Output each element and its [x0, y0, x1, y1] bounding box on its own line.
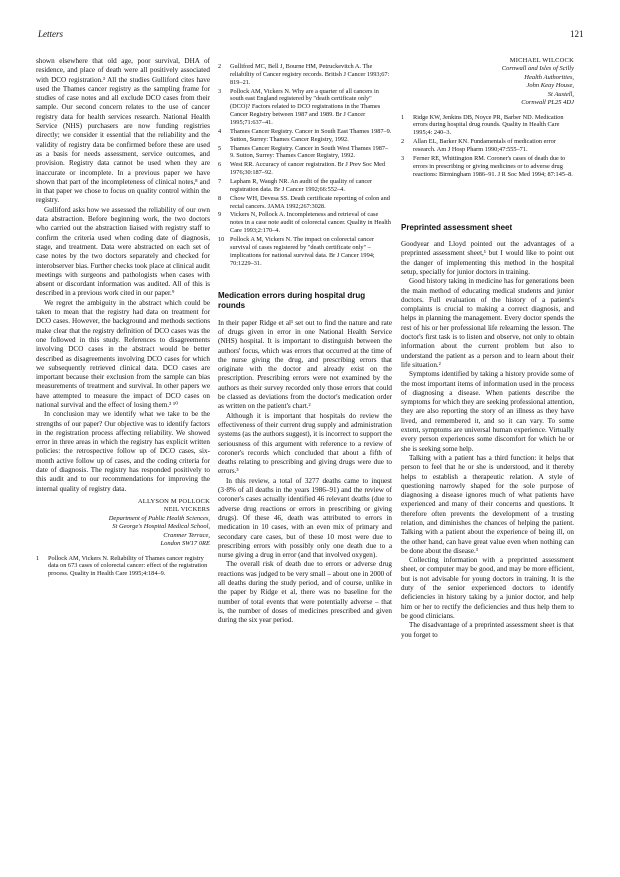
author-affiliation-line: St Austell, [547, 90, 574, 98]
paragraph: We regret the ambiguity in the abstract which could be taken to mean that the registry had data on treatment for DCO cases. However, the background and methods sections make clear that the registry definition of DCO cases was the one followed in this study. References to disagreements involving DCO cases in the abstract would be better described as disagreements involving DCO cases for which we subsequently retrieved clinical data. DCO cases are important because their exclusion from the sample can bias measurements of treatment and survival. In other papers we have attempted to measure the impact of DCO cases on national survival and the effect of losing them.³ ¹⁰ [36, 298, 210, 409]
reference-text: Vickers N, Pollock A. Incompleteness and retrieval of case notes in a case note audit of colorectal cancer. Quality in Health Care 1993;2:170–4. [230, 211, 391, 235]
reference-text: Chow WH, Devesa SS. Death certificate reporting of colon and rectal cancers. JAMA 1992;267:3028. [230, 194, 390, 210]
reference-text: Thames Cancer Registry. Cancer in South West Thames 1987–9. Sutton, Surrey: Thames Cancer Registry, 1992. [230, 144, 389, 160]
author-affiliation-line: Cornwall and Isles of Scilly [501, 65, 574, 73]
section-heading: Medication errors during hospital drug rounds [218, 291, 366, 311]
reference-number: 5 [218, 144, 222, 152]
reference-text: Thames Cancer Registry. Cancer in South East Thames 1987–9. Sutton, Surrey: Thames Cancer Registry, 1992. [230, 127, 392, 143]
reference-item [218, 195, 392, 211]
reference-item [401, 114, 574, 138]
reference-number: 6 [218, 161, 222, 169]
author-name: MICHAEL WILCOCK [509, 57, 574, 64]
reference-list [36, 555, 210, 579]
paragraph: The disadvantage of a preprinted assessment sheet is that you forget to [401, 621, 574, 639]
author-name: NEIL VICKERS [163, 506, 210, 514]
reference-number: 3 [218, 87, 222, 95]
reference-item [218, 236, 392, 267]
reference-text: Pollock AM, Vickers N. Why are a quarter of all cancers in south east England registered by "death certificate only" (DCO)? Factors related to DCO registrations in the Thames Cancer Registry between 1987 and 1989. Br J Cancer 1995;71:637–41. [230, 87, 381, 127]
reference-text: Pollock A M, Vickers N. The impact on colorectal cancer survival of cases registered by "death certificate only" – implications for national survival data. Br J Cancer 1994; 70:1229–31. [230, 236, 375, 267]
paragraph: Collecting information with a preprinted assessment sheet, or computer may be good, and may be more efficient, but is not advisable for young doctors in training. It is the duty of the senior experienced doctors to identify deficiencies in history taking by a junior doctor, and help him or her to rectify the deficiencies and thus help them to be good clinicians. [401, 556, 574, 620]
paragraph: In this review, a total of 3277 deaths came to inquest (3·8% of all deaths in the years 1986–91) and the review of coroner's cases actually identified 46 relevant deaths (due to adverse drug reactions or errors in prescribing or giving drugs). Of these 46, death was attributed to errors in medication in 10 cases, with an even mix of primary and secondary care cases, but of these 10 most were due to prescribing errors with possibly only one death due to a nurse giving a drug in error (and that involved oxygen). [218, 476, 392, 560]
reference-item [218, 211, 392, 235]
column-right [401, 57, 574, 857]
reference-item [218, 63, 392, 87]
paragraph: Although it is important that hospitals do review the effectiveness of their current drug supply and administration systems (as the authors suggest), it is incorrect to support the seriousness of this argument with reference to a review of coroner's records which concluded that about a fifth of deaths relating to prescribing and giving drugs were due to errors.³ [218, 411, 392, 476]
author-signature [401, 57, 574, 108]
author-affiliation-line: Cornwall PL25 4DJ [521, 99, 574, 107]
reference-list [218, 63, 392, 267]
reference-text: Allan EL, Barker KN. Fundamentals of medication error research. Am J Hosp Pharm 1990;47:555–71. [413, 138, 556, 154]
author-affiliation-line: St George's Hospital Medical School, [112, 523, 210, 531]
reference-number: 8 [218, 194, 222, 202]
reference-number: 1 [36, 554, 40, 562]
reference-text: Pollock AM, Vickers N. Reliability of Thames cancer registry data on 673 cases of colorectal cancer: effect of the registration process. Quality in Health Care 1995;4:184–9. [48, 554, 208, 578]
reference-number: 4 [218, 127, 222, 135]
author-affiliation-line: Health Authorities, [524, 73, 574, 81]
paragraph: Gulliford asks how we assessed the reliability of our own data abstraction. Before beginning work, the two doctors who carried out the abstraction liaised with registry staff to confirm the criteria used when coding date of diagnosis, stage, and treatment. Data were abstracted on each set of case notes by the two doctors separately and checked for interobserver bias. Further checks took place at clinical audit meetings with surgeons and pathologists when cases with absent or discordant information was audited. All of this is described in a previous work cited in our paper.⁹ [36, 205, 210, 298]
author-affiliation-line: Department of Public Health Sciences, [108, 514, 210, 522]
reference-item [218, 161, 392, 177]
reference-text: Ridge KW, Jenkins DB, Noyce PR, Barber ND. Medication errors during hospital drug rounds. Quality in Health Care 1995;4: 240–3. [413, 113, 564, 137]
reference-text: Ferner RE, Whittington RM. Coroner's cases of death due to errors in prescribing or giving medicines or to adverse drug reactions: Birmingham 1986–91. J R Soc Med 1994; 87:145–8. [413, 154, 573, 178]
paragraph: Goodyear and Lloyd pointed out the advantages of a preprinted assessment sheet,¹ but I would like to point out the danger of implementing this method in the hospital setup, specially for junior doctors in training. [401, 240, 574, 276]
reference-text: West RR. Accuracy of cancer registration. Br J Prev Soc Med 1976;30:187–92. [230, 161, 386, 177]
reference-item [218, 88, 392, 127]
author-name: ALLYSON M POLLOCK [137, 497, 210, 505]
column-left [36, 57, 210, 857]
paragraph: Symptoms identified by taking a history provide some of the most important items of information used in the process of diagnosing a disease. When patients describe the symptoms for which they are seeking professional attention, they are also reporting the story of an illness as they have lived, and remembered it, and so it can vary. To some extent, symptoms are universal human experience. Virtually every person experiences some discomfort for which he or she is seeking some help. [401, 370, 574, 453]
reference-number: 7 [218, 178, 222, 186]
reference-number: 3 [401, 154, 405, 162]
reference-item [401, 138, 574, 154]
reference-item [36, 555, 210, 579]
reference-item [401, 155, 574, 179]
paragraph: shown elsewhere that old age, poor survival, DHA of residence, and place of death were all positively associated with DCO registration.³ All the studies Gulliford cites have used the Thames cancer registry as the sampling frame for studies of case notes and all exclude DCO cases from their sample. Our second concern relates to the use of cancer registry data for health services research. National Health Service (NHS) purchasers are now funding registries directly; we consider it essential that the reliability and the validity of registry data be confirmed before these are used as a basis for needs assessment, service outcomes, and provision. Registry data cannot be used when they are inaccurate or incomplete. In a previous paper we have shown that part of the incompleteness of clinical notes,⁸ and in that paper we chose to focus on quality control within the registry. [36, 57, 210, 205]
author-affiliation-line: John Keay House, [526, 82, 574, 90]
column-middle [218, 57, 392, 857]
reference-item [218, 178, 392, 194]
paragraph: Talking with a patient has a third function: it helps that person to feel that he or she is understood, and it thereby helps to establish a therapeutic relation. A style of questioning narrowly shaped for the sole purpose of diagnosing a disease ignores much of what patients have experienced and many of their concerns and questions. It therefore often prevents the development of a trusting relation, and diminishes the chances of helping the patient. Talking with a patient about the experience of being ill, on the other hand, can have great value even when nothing can be done about the disease.³ [401, 453, 574, 555]
reference-number: 9 [218, 211, 222, 219]
reference-number: 10 [218, 236, 225, 244]
section-heading: Preprinted assessment sheet [401, 222, 513, 232]
reference-text: Lapham R, Waugh NR. An audit of the quality of cancer registration data. Br J Cancer 1992;66:552–4. [230, 178, 373, 193]
running-header-section: Letters [38, 29, 64, 39]
reference-list [401, 114, 574, 179]
reference-text: Gulliford MC, Bell J, Bourne HM, Petruckevitch A. The reliability of Cancer registry records. British J Cancer 1993;67: 819–21. [230, 63, 390, 86]
author-affiliation-line: Cranmer Terrace, [163, 531, 210, 539]
reference-number: 2 [218, 63, 222, 70]
reference-item [218, 145, 392, 161]
author-signature [36, 498, 210, 549]
paragraph: In their paper Ridge et al¹ set out to find the nature and rate of drugs given in error in one National Health Service (NHS) hospital. It is important to distinguish between the authors' focus, which was errors that occurred at the time of the nurse giving the drug, and prescribing errors that originate with the doctor and already exist on the prescription. Prescribing errors were not examined by the authors as their survey recorded only those errors that could be classed as deviations from the doctor's medication order as written on the patient's chart.² [218, 318, 392, 411]
paragraph: The overall risk of death due to errors or adverse drug reactions was judged to be very small – about one in 2000 of all deaths during the study period, and of course, unlike in the paper by Ridge et al, there was no baseline for the number of total events that were potentially adverse – that is, the number of doses of medicines prescribed and given during the six year period. [218, 560, 392, 625]
page-number: 121 [570, 29, 584, 39]
reference-item [218, 128, 392, 144]
reference-number: 1 [401, 113, 405, 121]
paragraph: Good history taking in medicine has for generations been the main method of educating medical students and junior doctors. Full evaluation of the history of a patient's complaints is crucial to making a correct diagnosis, and helps in planning the management. Every doctor spends the rest of his or her professional life relearning the lesson. The doctor's first task is to listen and observe, not only to obtain information about the current problem but also to understand the patient as a person and to learn about their life situation.² [401, 277, 574, 369]
reference-number: 2 [401, 138, 405, 146]
paragraph: In conclusion may we identify what we take to be the strengths of our paper? Our objective was to identify factors in the registration process affecting reliability. We showed error in three areas in which the registry has explicit written policies: the retrospective follow up of DCO cases, six-month active follow up of cases, and the coding criteria for date of diagnosis. The registry has responded positively to this audit and to our recommendations for improving the internal quality of registry data. [36, 410, 210, 493]
author-affiliation-line: London SW17 0RE [160, 540, 210, 548]
